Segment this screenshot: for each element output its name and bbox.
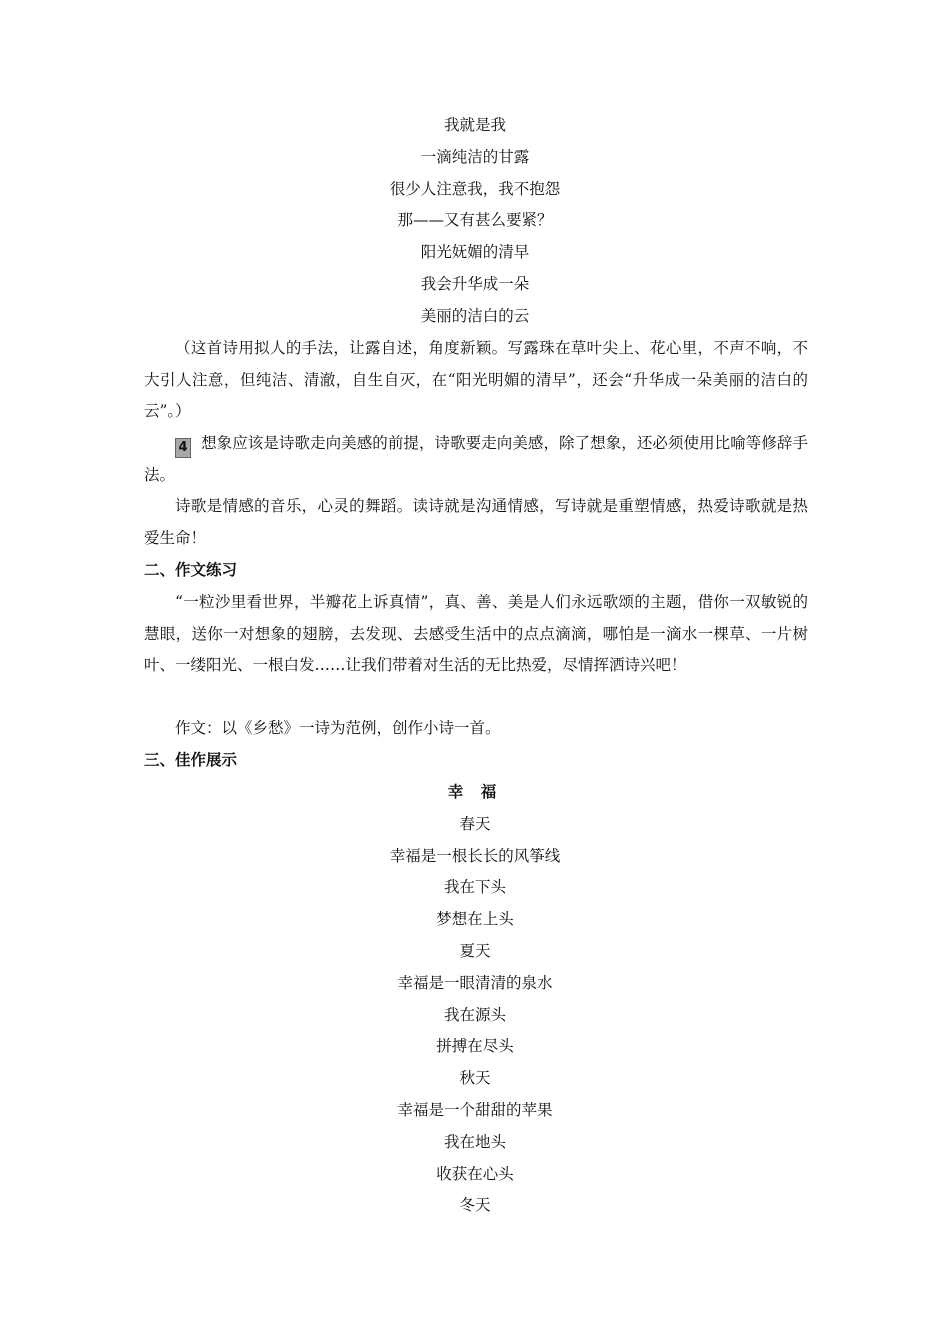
poem-line: 我就是我 — [443, 116, 506, 134]
poem-line: 我在下头 — [443, 878, 506, 897]
poem-line: 春天 — [459, 814, 491, 833]
summary-paragraph: 诗歌是情感的音乐，心灵的舞蹈。读诗就是沟通情感，写诗就是重塑情感，热爱诗歌就是热爱生命！ — [144, 497, 808, 547]
poem-line: 很少人注意我，我不抱怨 — [389, 179, 561, 198]
poem-line: 一滴纯洁的甘露 — [420, 147, 530, 166]
poem-line: 夏天 — [459, 941, 491, 960]
poem-line: 梦想在上头 — [436, 910, 514, 929]
poem-line: 幸福是一眼清清的泉水 — [397, 973, 553, 992]
poem-line: 美丽的洁白的云 — [420, 306, 530, 325]
poem-line: 阳光妩媚的清早 — [420, 243, 530, 262]
poem-line: 幸福是一个甜甜的苹果 — [397, 1100, 553, 1119]
point-4-paragraph — [144, 428, 808, 491]
poem-line: 幸福是一根长长的风筝线 — [389, 846, 561, 865]
poem-dew — [140, 110, 810, 333]
writing-intro-paragraph: “一粒沙里看世界，半瓣花上诉真情”，真、善、美是人们永远歌颂的主题，借你一双敏锐的慧眼，送你一对想象的翅膀，去发现、去感受生活中的点点滴滴，哪怕是一滴水一棵草、一片树叶、一缕阳光、一根白发……让我们带着对生活的无比热爱，尽情挥洒诗兴吧！ — [144, 593, 808, 674]
poem-line: 拼搏在尽头 — [436, 1037, 514, 1056]
poem-title: 幸 福 — [447, 783, 503, 801]
poem-line: 我在源头 — [443, 1005, 506, 1024]
poem-line: 冬天 — [459, 1196, 491, 1215]
writing-task-paragraph: 作文：以《乡愁》一诗为范例，创作小诗一首。 — [175, 719, 501, 737]
poem-happiness — [140, 777, 810, 1222]
poem-line: 我在地头 — [443, 1132, 506, 1151]
point-4-text: 想象应该是诗歌走向美感的前提，诗歌要走向美感，除了想象，还必须使用比喻等修辞手法。 — [144, 434, 808, 484]
poem-commentary: （这首诗用拟人的手法，让露自述，角度新颖。写露珠在草叶尖上、花心里，不声不响，不大引人注意，但纯洁、清澈，自生自灭，在“阳光明媚的清早”，还会“升华成一朵美丽的洁白的云”。） — [144, 339, 808, 420]
point-number-badge: 4 — [175, 438, 191, 458]
section-heading-showcase: 三、佳作展示 — [144, 751, 238, 769]
poem-line: 那——又有甚么要紧？ — [397, 211, 553, 230]
poem-line: 收获在心头 — [436, 1164, 514, 1183]
poem-line: 秋天 — [459, 1069, 491, 1088]
poem-line: 我会升华成一朵 — [420, 274, 530, 293]
section-heading-writing-practice: 二、作文练习 — [144, 561, 238, 579]
